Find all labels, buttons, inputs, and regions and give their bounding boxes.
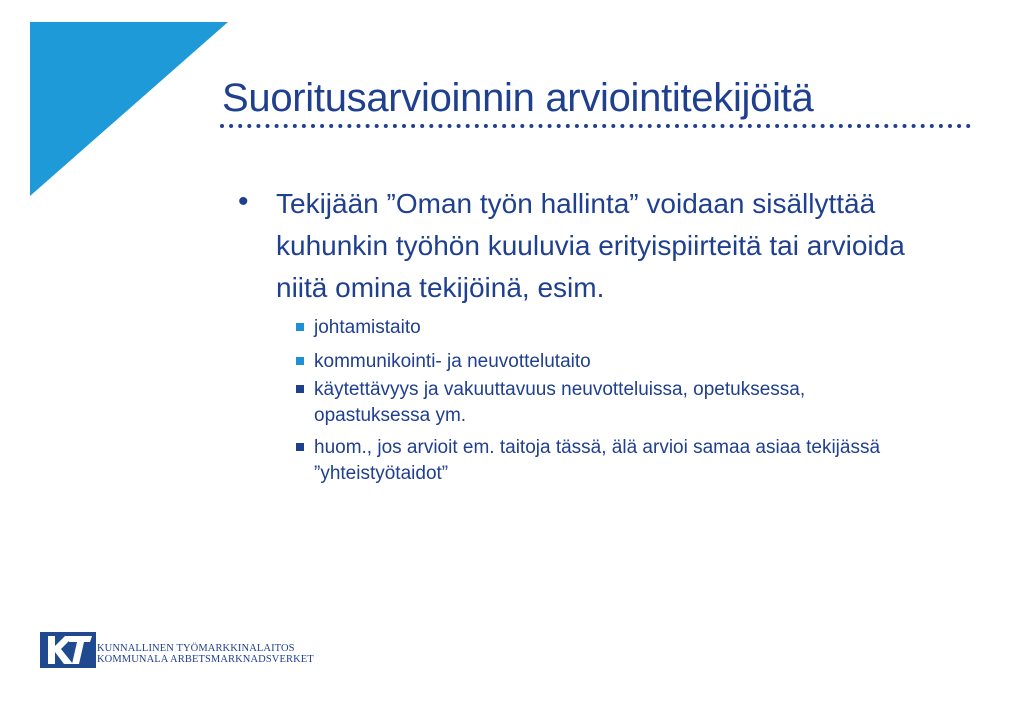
organization-name (97, 643, 314, 665)
main-bullet-item (238, 183, 958, 309)
sub-bullet-list (296, 315, 958, 487)
organization-name-line2: KOMMUNALA ARBETSMARKNADSVERKET (97, 654, 314, 665)
square-bullet-icon (296, 357, 304, 365)
square-bullet-icon (296, 323, 304, 331)
square-bullet-icon (296, 443, 304, 451)
kt-logo-icon (40, 632, 96, 668)
sub-bullet-text: huom., jos arvioit em. taitoja tässä, älä arvioi samaa asiaa tekijässä ”yhteistyötaidot” (314, 437, 881, 484)
sub-bullet-text: käytettävyys ja vakuuttavuus neuvotteluissa, opetuksessa, opastuksessa ym. (314, 379, 806, 426)
slide-title: Suoritusarvioinnin arviointitekijöitä (222, 76, 814, 120)
corner-triangle-decoration (0, 0, 230, 200)
sub-bullet-item (296, 435, 958, 487)
sub-bullet-item (296, 377, 958, 429)
main-bullet-text: Tekijään ”Oman työn hallinta” voidaan sisällyttää kuhunkin työhön kuuluvia erityispiirteitä tai arvioida niitä omina tekijöinä, esim. (276, 188, 905, 303)
bullet-dot-icon: • (238, 185, 249, 218)
sub-bullet-item (296, 315, 958, 341)
square-bullet-icon (296, 385, 304, 393)
dotted-underline (218, 119, 978, 133)
sub-bullet-text: johtamistaito (314, 317, 421, 338)
organization-name-line1: KUNNALLINEN TYÖMARKKINALAITOS (97, 643, 295, 654)
sub-bullet-item (296, 349, 958, 375)
sub-bullet-text: kommunikointi- ja neuvottelutaito (314, 351, 591, 372)
slide-content (238, 183, 958, 487)
